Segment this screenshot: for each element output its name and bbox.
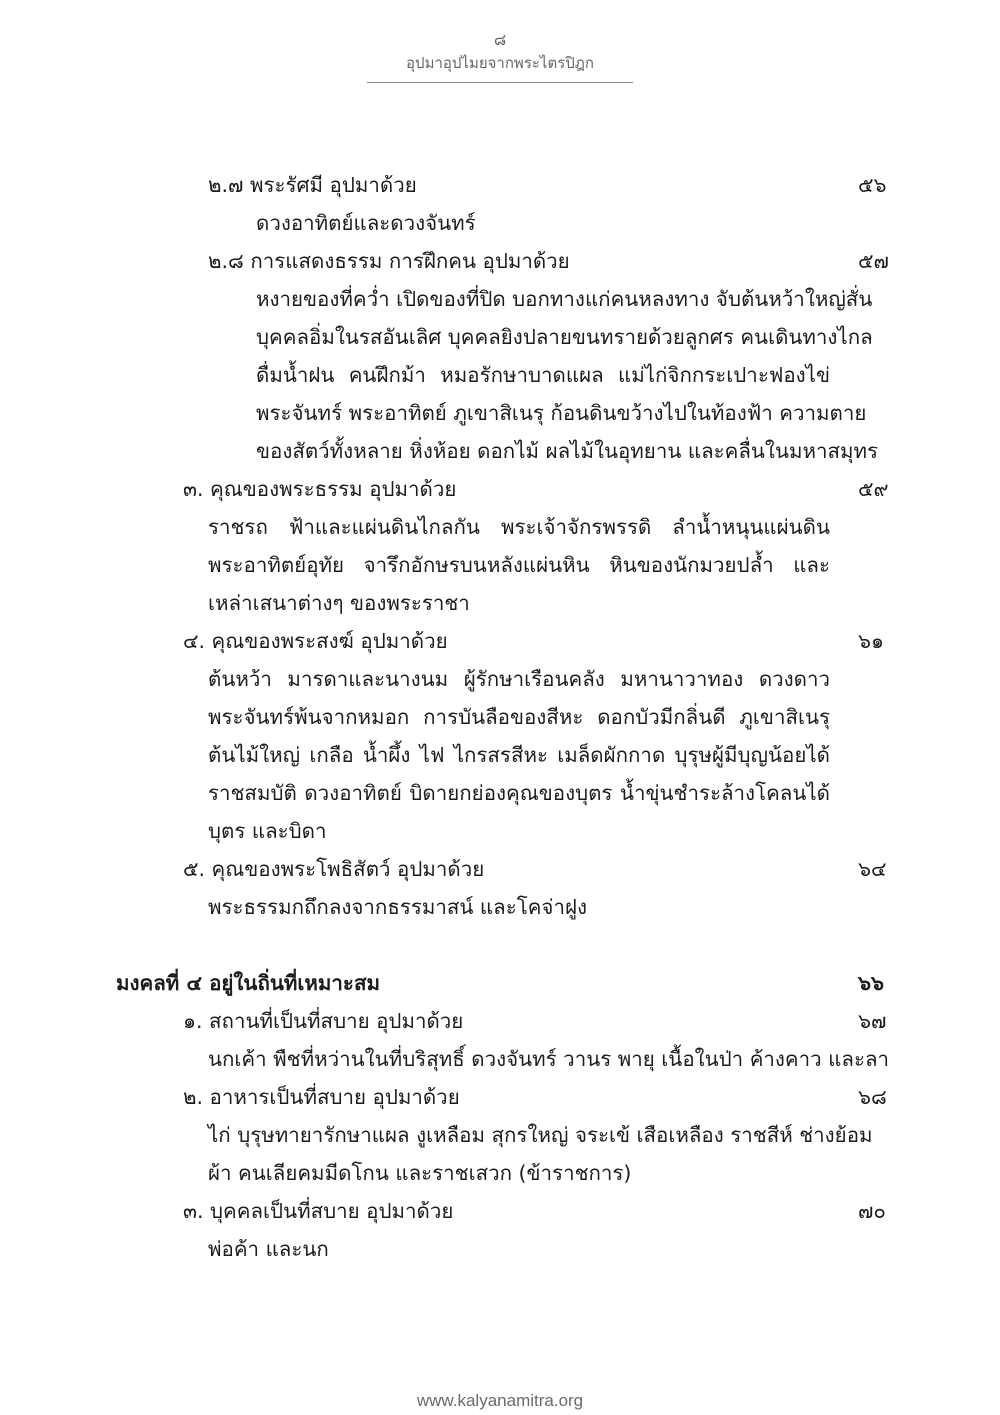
toc-entry-page: ๖๗ [858,1009,887,1033]
toc-entry-title: ๓. คุณของพระธรรม อุปมาด้วย [183,477,457,501]
toc-entry-title: ๕. คุณของพระโพธิสัตว์ อุปมาด้วย [183,857,485,881]
toc-entry-description [208,1040,890,1078]
toc-entry [0,850,1000,888]
description-line: บุตร และบิดา [208,819,327,843]
description-line: หงายของที่คว่ำ เปิดของที่ปิด บอกทางแก่คนหลงทาง จับต้นหว้าใหญ่สั่น [256,287,873,311]
toc-entry-description [256,204,830,242]
toc-entry-title: ๒. อาหารเป็นที่สบาย อุปมาด้วย [183,1085,460,1109]
toc-entry [0,622,1000,660]
toc-entry-description [208,1116,873,1192]
description-line: ผ้า คนเลียคมมีดโกน และราชเสวก (ข้าราชการ) [208,1161,632,1185]
toc-entry-description [208,508,830,622]
header-divider [367,82,633,83]
description-line: ดื่มน้ำฝน คนฝึกม้า หมอรักษาบาดแผล แม่ไก่จิกกระเปาะฟองไข่ [256,363,830,387]
description-line: ราชรถ ฟ้าและแผ่นดินไกลกัน พระเจ้าจักรพรรดิ ลำน้ำหนุนแผ่นดิน [208,515,830,539]
description-line: ไก่ บุรุษทายารักษาแผล งูเหลือม สุกรใหญ่ จระเข้ เสือเหลือง ราชสีห์ ช่างย้อม [208,1123,873,1147]
section-page: ๖๖ [858,971,885,995]
description-line: บุคคลอิ่มในรสอันเลิศ บุคคลยิงปลายขนทรายด้วยลูกศร คนเดินทางไกล [256,325,873,349]
toc-entry-page: ๕๖ [858,173,887,197]
description-line: พระจันทร์พ้นจากหมอก การบันลือของสีหะ ดอกบัวมีกลิ่นดี ภูเขาสิเนรุ [208,705,830,729]
toc-entry [0,242,1000,280]
section-spacer [0,926,1000,964]
toc-entry-description [256,280,879,470]
footer-url: www.kalyanamitra.org [416,1391,584,1410]
description-line: ต้นหว้า มารดาและนางนม ผู้รักษาเรือนคลัง มหานาวาทอง ดวงดาว [208,667,830,691]
toc-entry [0,1192,1000,1230]
toc-entry [0,470,1000,508]
description-line: นกเค้า พืชที่หว่านในที่บริสุทธิ์ ดวงจันทร์ วานร พายุ เนื้อในป่า ค้างคาว และลา [208,1047,890,1071]
toc-entry [0,1002,1000,1040]
toc-entry-page: ๗๐ [858,1199,886,1223]
toc-entry [0,1078,1000,1116]
toc-entry-title: ๑. สถานที่เป็นที่สบาย อุปมาด้วย [183,1009,464,1033]
toc-entry-title: ๔. คุณของพระสงฆ์ อุปมาด้วย [183,629,448,653]
toc-entry-title: ๒.๘ การแสดงธรรม การฝึกคน อุปมาด้วย [208,249,570,273]
description-line: เหล่าเสนาต่างๆ ของพระราชา [208,591,470,615]
description-line: ต้นไม้ใหญ่ เกลือ น้ำผึ้ง ไฟ ไกรสรสีหะ เมล็ดผักกาด บุรุษผู้มีบุญน้อยได้ [208,743,830,767]
toc-entry-page: ๖๔ [858,857,887,881]
description-line: พระอาทิตย์อุทัย จารึกอักษรบนหลังแผ่นหิน หินของนักมวยปล้ำ และ [208,553,830,577]
toc-section-heading [0,964,1000,1002]
description-line: ของสัตว์ทั้งหลาย หิ่งห้อย ดอกไม้ ผลไม้ในอุทยาน และคลื่นในมหาสมุทร [256,439,879,463]
running-title: อุปมาอุปไมยจากพระไตรปิฎก [406,54,594,72]
toc-entry-page: ๖๘ [858,1085,887,1109]
toc-entry [0,166,1000,204]
toc-entry-description [208,888,830,926]
toc-entry-description [208,660,830,850]
toc-entry-title: ๓. บุคคลเป็นที่สบาย อุปมาด้วย [183,1199,454,1223]
toc-entry-page: ๕๙ [858,477,889,501]
section-title: มงคลที่ ๔ อยู่ในถิ่นที่เหมาะสม [116,971,380,995]
description-line: ดวงอาทิตย์และดวงจันทร์ [256,211,476,235]
toc-entry-page: ๕๗ [858,249,889,273]
toc-entry-description [208,1230,830,1268]
table-of-contents [0,166,1000,1268]
description-line: พระจันทร์ พระอาทิตย์ ภูเขาสิเนรุ ก้อนดินขว้างไปในท้องฟ้า ความตาย [256,401,867,425]
description-line: ราชสมบัติ ดวงอาทิตย์ บิดายกย่องคุณของบุตร น้ำขุ่นชำระล้างโคลนได้ [208,781,830,805]
description-line: พ่อค้า และนก [208,1237,329,1261]
toc-entry-page: ๖๑ [858,629,885,653]
description-line: พระธรรมกถึกลงจากธรรมาสน์ และโคจ่าฝูง [208,895,587,919]
page-number: ๘ [493,30,507,49]
toc-entry-title: ๒.๗ พระรัศมี อุปมาด้วย [208,173,417,197]
page-header [0,30,1000,83]
